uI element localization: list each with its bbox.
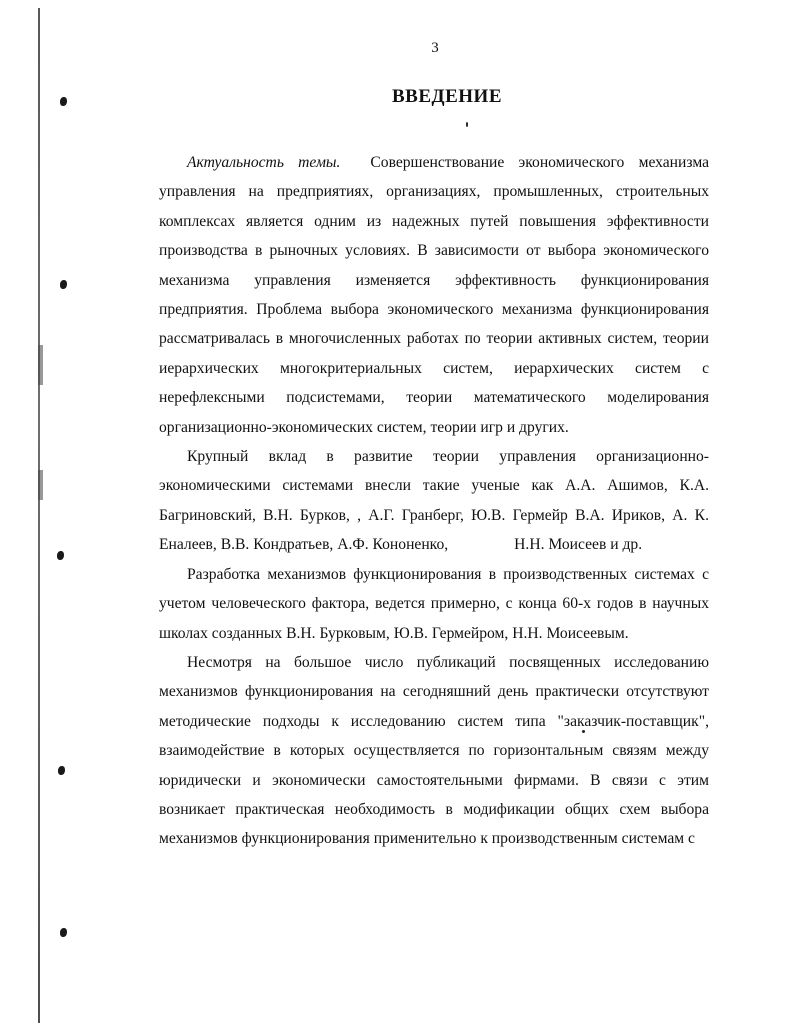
paragraph-text: Разработка механизмов функционирования в производственных системах с учетом человеческого фактора, ведется примерно, с конца 60-х годов в научных школах созданных В.Н. Бурковым, Ю.В. Гермейром, Н.Н. Моисеевым.	[159, 565, 709, 642]
binding-smudge	[38, 345, 43, 385]
scan-speck	[466, 122, 468, 127]
paragraph-relevance	[159, 148, 709, 442]
punch-hole-mark	[58, 766, 65, 775]
page-title: ВВЕДЕНИЕ	[392, 86, 502, 107]
paragraph-text-tail: Н.Н. Моисеев и др.	[514, 536, 643, 554]
punch-hole-mark	[60, 280, 67, 289]
paragraph-text: Совершенствование экономического механизма управления на предприятиях, организациях, промышленных, строительных комплексах является одним из надежных путей повышения эффективности производства в рыночных условиях. В зависимости от выбора экономического механизма управления изменяется эффективность функционирования предприятия. Проблема выбора экономического механизма функционирования рассматривалась в многочисленных работах по теории активных систем, теории иерархических многокритериальных систем, иерархических систем с нерефлексными подсистемами, теории математического моделирования организационно-экономических систем, теории игр и других.	[159, 154, 709, 436]
paragraph-contributors	[159, 442, 709, 560]
page-number: 3	[431, 40, 439, 56]
punch-hole-mark	[60, 928, 67, 937]
paragraph-text: Несмотря на большое число публикаций посвященных исследованию механизмов функционирования на сегодняшний день практически отсутствуют методические подходы к исследованию систем типа "заказчик-поставщик", взаимодействие в которых осуществляется по горизонтальным связям между юридически и экономически самостоятельными фирмами. В связи с этим возникает практическая необходимость в модификации общих схем выбора механизмов функционирования применительно к производственным системам с	[159, 653, 709, 848]
binding-edge-line	[38, 8, 40, 1023]
body-text	[159, 148, 709, 854]
paragraph-problem	[159, 648, 709, 854]
punch-hole-mark	[57, 551, 64, 560]
paragraph-development	[159, 560, 709, 648]
paragraph-text: Крупный вклад в развитие теории управления организационно-экономическими системами внесли такие ученые как А.А. Ашимов, К.А. Багриновский, В.Н. Бурков, , А.Г. Гранберг, Ю.В. Гермейр В.А. Ириков, А. К. Еналеев, В.В. Кондратьев, А.Ф. Кононенко,	[159, 448, 709, 554]
paragraph-lead-heading: Актуальность темы.	[187, 154, 341, 171]
binding-smudge	[38, 470, 43, 500]
